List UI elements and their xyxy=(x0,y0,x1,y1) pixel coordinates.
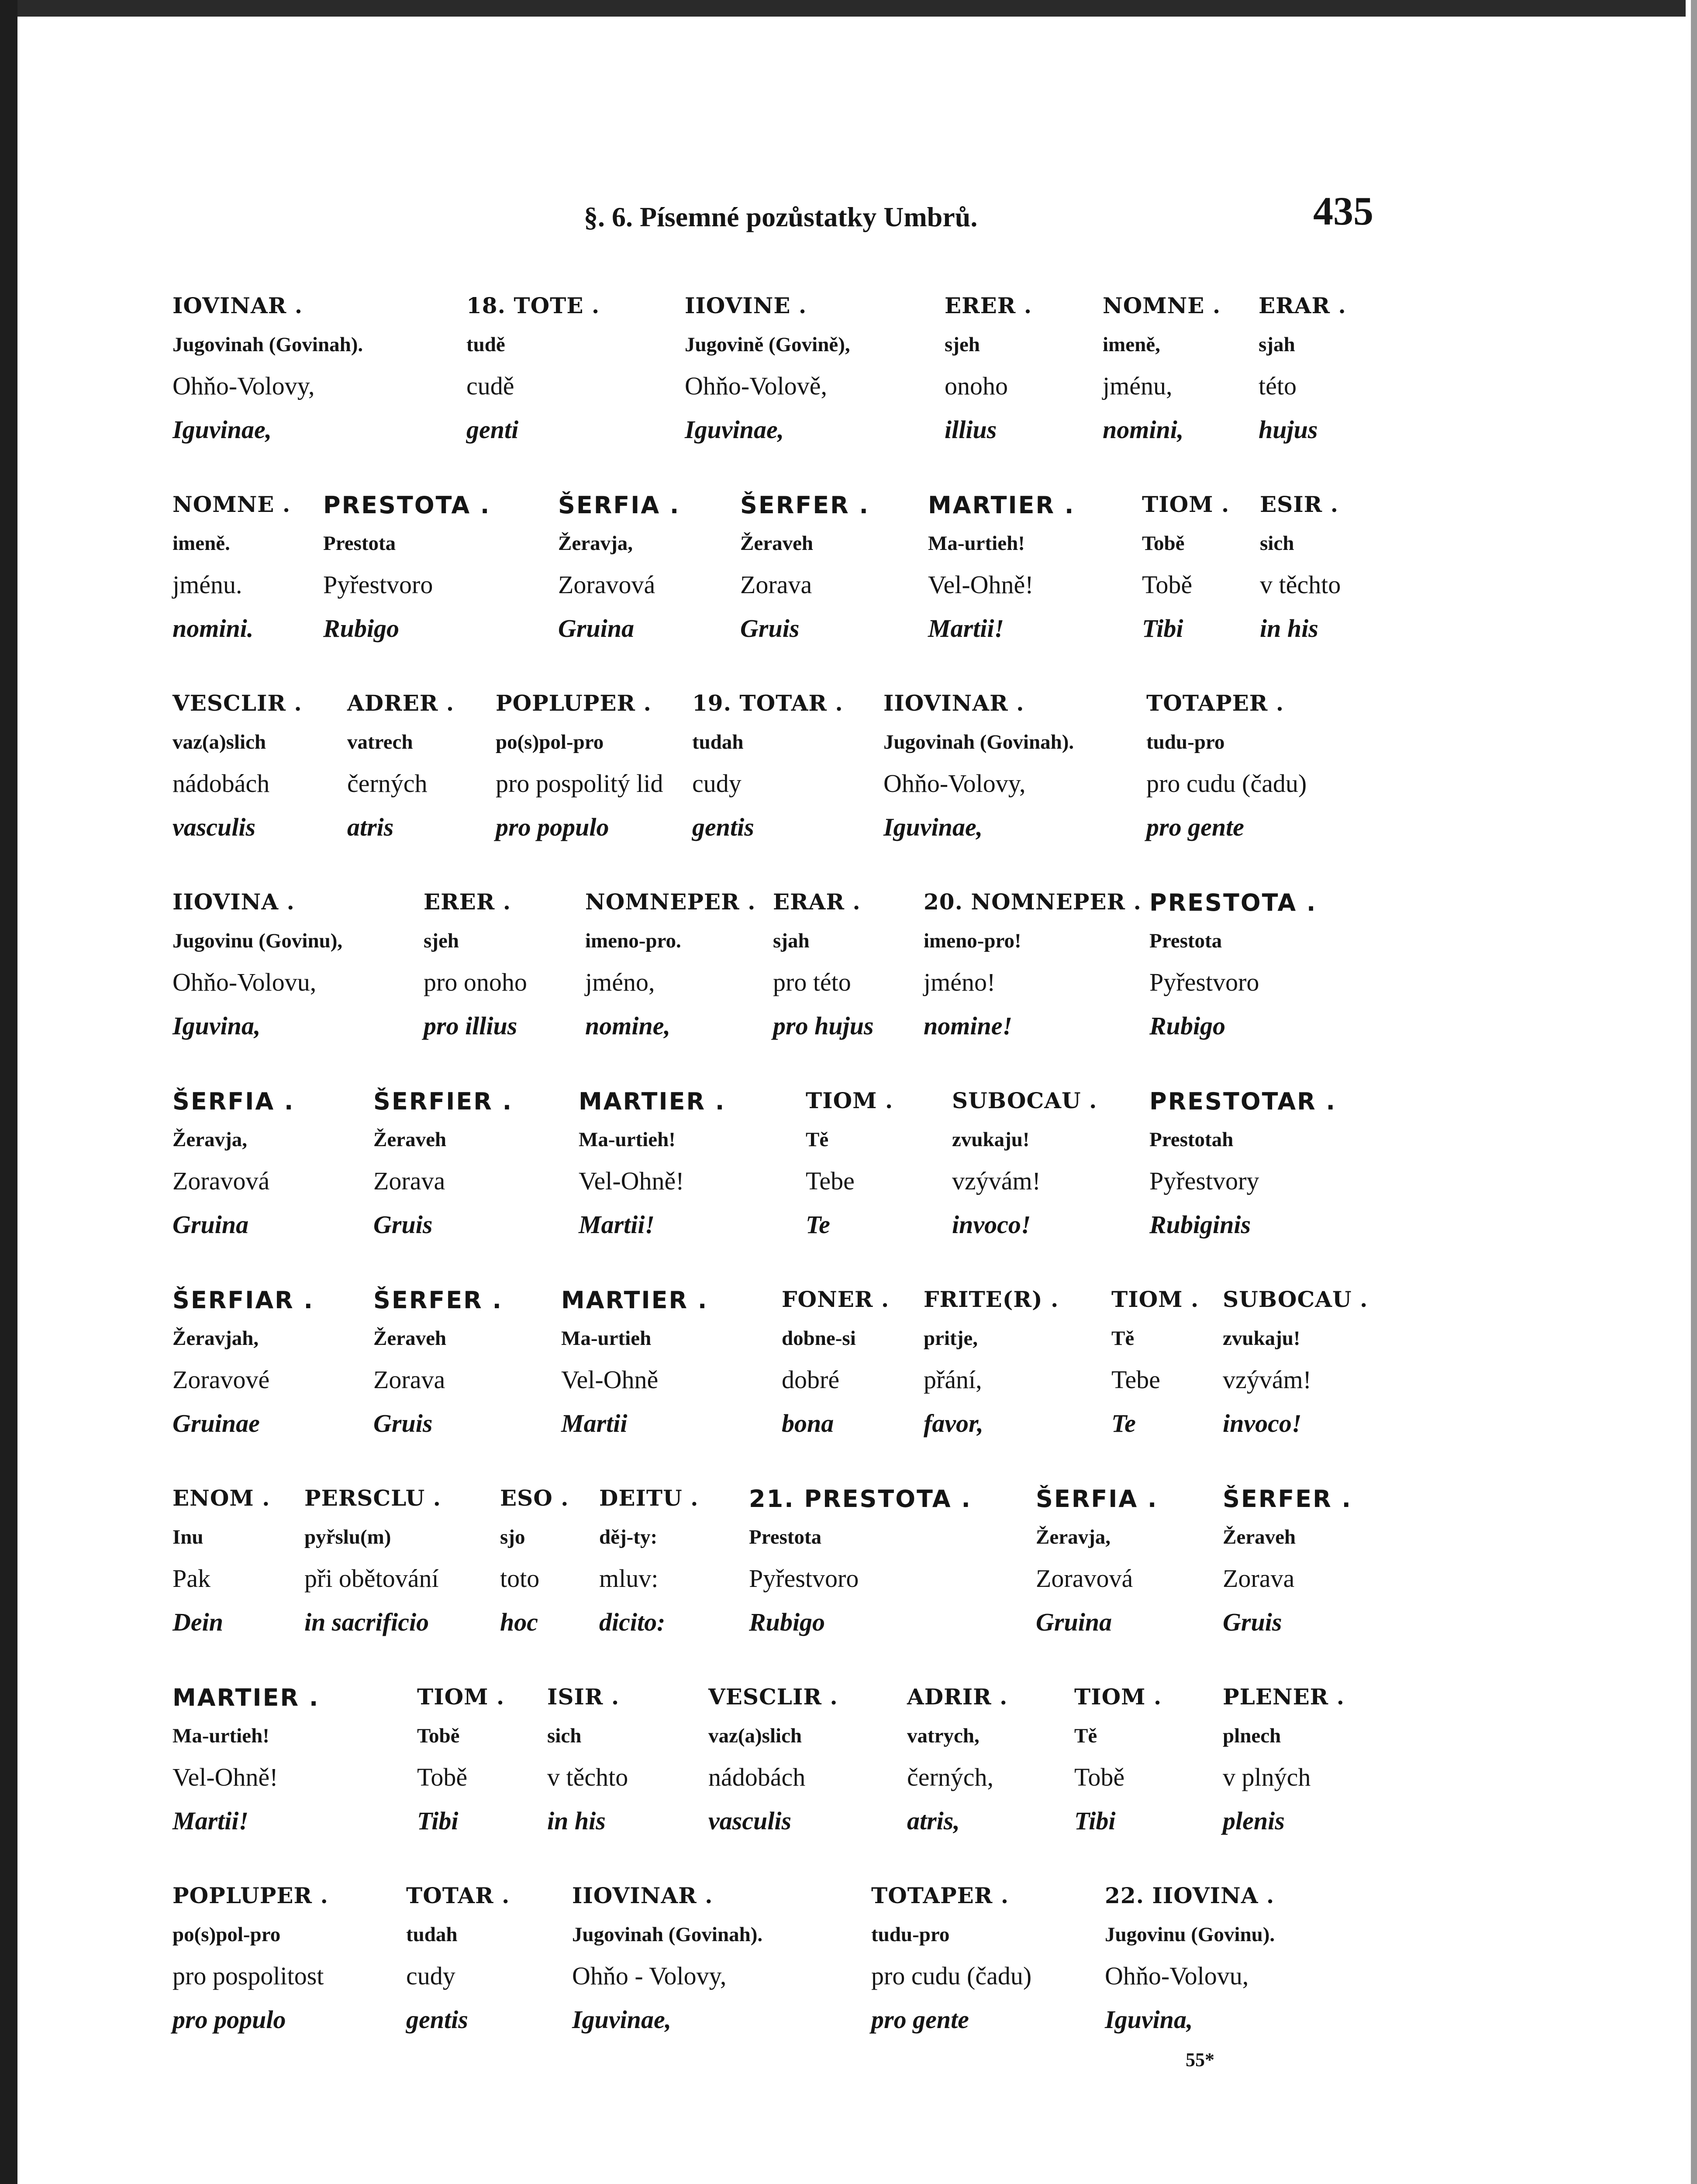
gloss-entry xyxy=(172,1286,314,1452)
czech-translation: této xyxy=(1259,372,1297,400)
old-slavic-gloss: pritje, xyxy=(924,1327,978,1350)
old-slavic-gloss: imeno-pro. xyxy=(585,930,681,952)
czech-translation: Vel-Ohně! xyxy=(928,570,1034,599)
old-slavic-gloss: Žeravja, xyxy=(172,1128,247,1151)
umbrian-word: ESO . xyxy=(500,1485,569,1511)
czech-translation: Zorava xyxy=(740,570,812,599)
latin-translation: Gruis xyxy=(740,614,800,643)
umbrian-word: 21. PRESTOTA . xyxy=(749,1485,972,1513)
czech-translation: Ohňo-Volovy, xyxy=(883,769,1026,798)
umbrian-word: PRESTOTAR . xyxy=(1149,1088,1337,1115)
gloss-entry xyxy=(806,1088,893,1254)
gloss-entry xyxy=(347,690,454,856)
latin-translation: pro populo xyxy=(172,2005,286,2034)
gloss-entry xyxy=(1074,1684,1162,1850)
czech-translation: vzývám! xyxy=(952,1167,1041,1195)
gloss-entry xyxy=(373,1286,503,1452)
old-slavic-gloss: po(s)pol-pro xyxy=(496,731,604,753)
latin-translation: invoco! xyxy=(952,1210,1031,1239)
gloss-entry xyxy=(585,889,756,1055)
old-slavic-gloss: Žeravja, xyxy=(558,532,633,555)
czech-translation: Ohňo-Volovy, xyxy=(172,372,315,400)
old-slavic-gloss: Jugovinu (Govinu), xyxy=(172,930,343,952)
umbrian-word: MARTIER . xyxy=(561,1286,708,1314)
gloss-entry xyxy=(466,293,600,459)
gloss-entry xyxy=(172,690,302,856)
czech-translation: Tebe xyxy=(1111,1365,1160,1394)
umbrian-word: ADRIR . xyxy=(907,1684,1008,1710)
czech-translation: Ohňo-Volovu, xyxy=(1105,1962,1249,1990)
gloss-entry xyxy=(1111,1286,1199,1452)
umbrian-word: SUBOCAU . xyxy=(1223,1286,1368,1312)
umbrian-word: TOTAPER . xyxy=(1146,690,1284,716)
umbrian-word: MARTIER . xyxy=(579,1088,726,1115)
czech-translation: Tobě xyxy=(1142,570,1193,599)
old-slavic-gloss: tudě xyxy=(466,333,505,356)
gloss-entry xyxy=(692,690,843,856)
gloss-entry xyxy=(782,1286,889,1452)
umbrian-word: ERER . xyxy=(424,889,511,915)
gloss-entry xyxy=(373,1088,513,1254)
czech-translation: jménu. xyxy=(172,570,242,599)
czech-translation: jméno, xyxy=(585,968,655,996)
gloss-entry xyxy=(1146,690,1307,856)
old-slavic-gloss: Tobě xyxy=(1142,532,1185,555)
umbrian-word: ŠERFIER . xyxy=(373,1088,513,1115)
old-slavic-gloss: Žeraveh xyxy=(740,532,814,555)
latin-translation: pro populo xyxy=(496,813,609,841)
czech-translation: Zorava xyxy=(373,1167,445,1195)
umbrian-word: POPLUPER . xyxy=(496,690,652,716)
gloss-entry xyxy=(685,293,850,459)
latin-translation: Gruina xyxy=(172,1210,249,1239)
old-slavic-gloss: Ma-urtieh! xyxy=(172,1724,269,1747)
gloss-entry xyxy=(883,690,1074,856)
gloss-entry xyxy=(599,1485,698,1651)
latin-translation: Gruinae xyxy=(172,1409,260,1438)
czech-translation: Pyřestvoro xyxy=(323,570,433,599)
gloss-entry xyxy=(172,293,363,459)
umbrian-word: FONER . xyxy=(782,1286,890,1312)
gloss-entry xyxy=(1149,889,1317,1055)
gloss-entry xyxy=(561,1286,708,1452)
czech-translation: cudy xyxy=(406,1962,455,1990)
umbrian-word: ESIR . xyxy=(1260,491,1338,517)
latin-translation: invoco! xyxy=(1223,1409,1302,1438)
umbrian-word: ERER . xyxy=(945,293,1032,318)
gloss-entry xyxy=(172,491,290,657)
gloss-entry xyxy=(1149,1088,1336,1254)
latin-translation: Martii! xyxy=(172,1807,249,1835)
umbrian-word: 22. IIOVINA . xyxy=(1105,1883,1275,1908)
umbrian-word: 19. TOTAR . xyxy=(692,690,843,716)
gloss-entry xyxy=(547,1684,628,1850)
gloss-entry xyxy=(172,1485,270,1651)
old-slavic-gloss: sjeh xyxy=(424,930,459,952)
latin-translation: plenis xyxy=(1223,1807,1285,1835)
latin-translation: hujus xyxy=(1259,415,1318,444)
umbrian-word: TIOM . xyxy=(806,1088,893,1113)
czech-translation: přání, xyxy=(924,1365,982,1394)
latin-translation: pro gente xyxy=(871,2005,969,2034)
gloss-entry xyxy=(172,1883,328,2049)
gloss-entry xyxy=(1103,293,1221,459)
old-slavic-gloss: Tě xyxy=(1111,1327,1135,1350)
old-slavic-gloss: Tě xyxy=(1074,1724,1097,1747)
old-slavic-gloss: tudu-pro xyxy=(871,1923,950,1946)
old-slavic-gloss: Žeravjah, xyxy=(172,1327,259,1350)
page-header xyxy=(172,188,1373,253)
czech-translation: Zoravová xyxy=(172,1167,270,1195)
latin-translation: nomini. xyxy=(172,614,254,643)
czech-translation: Zorava xyxy=(373,1365,445,1394)
latin-translation: Iguvinae, xyxy=(685,415,784,444)
czech-translation: cudy xyxy=(692,769,742,798)
umbrian-word: IIOVINAR . xyxy=(572,1883,713,1908)
latin-translation: Tibi xyxy=(1074,1807,1116,1835)
czech-translation: pro pospolitý lid xyxy=(496,769,663,798)
czech-translation: pro pospolitost xyxy=(172,1962,324,1990)
latin-translation: pro hujus xyxy=(773,1012,874,1040)
czech-translation: Zoravové xyxy=(172,1365,270,1394)
latin-translation: Martii xyxy=(561,1409,628,1438)
old-slavic-gloss: pyřslu(m) xyxy=(304,1526,391,1548)
umbrian-word: NOMNE . xyxy=(1103,293,1221,318)
old-slavic-gloss: Prestota xyxy=(749,1526,822,1548)
old-slavic-gloss: tudu-pro xyxy=(1146,731,1225,753)
latin-translation: Gruina xyxy=(1036,1608,1112,1636)
old-slavic-gloss: Ma-urtieh! xyxy=(928,532,1025,555)
latin-translation: in his xyxy=(547,1807,606,1835)
gloss-entry xyxy=(500,1485,569,1651)
latin-translation: atris xyxy=(347,813,394,841)
czech-translation: v těchto xyxy=(1260,570,1341,599)
latin-translation: Rubigo xyxy=(749,1608,825,1636)
gloss-entry xyxy=(1223,1286,1368,1452)
umbrian-word: SUBOCAU . xyxy=(952,1088,1097,1113)
latin-translation: nomine, xyxy=(585,1012,670,1040)
czech-translation: Vel-Ohně! xyxy=(172,1763,278,1791)
umbrian-word: TIOM . xyxy=(1074,1684,1162,1710)
old-slavic-gloss: po(s)pol-pro xyxy=(172,1923,281,1946)
gloss-entry xyxy=(558,491,680,657)
gloss-entry xyxy=(323,491,490,657)
czech-translation: Zoravová xyxy=(558,570,655,599)
czech-translation: Tobě xyxy=(417,1763,468,1791)
old-slavic-gloss: sich xyxy=(547,1724,582,1747)
old-slavic-gloss: vatrych, xyxy=(907,1724,980,1747)
latin-translation: Dein xyxy=(172,1608,223,1636)
czech-translation: pro této xyxy=(773,968,851,996)
latin-translation: gentis xyxy=(406,2005,468,2034)
latin-translation: Iguvinae, xyxy=(572,2005,672,2034)
gloss-entry xyxy=(749,1485,972,1651)
czech-translation: Ohňo-Volovu, xyxy=(172,968,317,996)
signature-mark: 55* xyxy=(1186,2049,1214,2070)
umbrian-word: TOTAR . xyxy=(406,1883,510,1908)
gloss-entry xyxy=(907,1684,1007,1850)
umbrian-word: 20. NOMNEPER . xyxy=(924,889,1142,915)
old-slavic-gloss: dobne-si xyxy=(782,1327,856,1350)
czech-translation: v těchto xyxy=(547,1763,628,1791)
gloss-entry xyxy=(928,491,1075,657)
czech-translation: pro cudu (čadu) xyxy=(871,1962,1032,1990)
latin-translation: Tibi xyxy=(417,1807,459,1835)
umbrian-word: PERSCLU . xyxy=(304,1485,441,1511)
latin-translation: favor, xyxy=(924,1409,983,1438)
scan-border-top xyxy=(13,0,1686,17)
latin-translation: Gruis xyxy=(1223,1608,1282,1636)
czech-translation: Tebe xyxy=(806,1167,855,1195)
old-slavic-gloss: sjo xyxy=(500,1526,525,1548)
latin-translation: gentis xyxy=(692,813,754,841)
old-slavic-gloss: vatrech xyxy=(347,731,413,753)
umbrian-word: ISIR . xyxy=(547,1684,620,1710)
gloss-entry xyxy=(740,491,869,657)
umbrian-word: VESCLIR . xyxy=(172,690,302,716)
czech-translation: Zoravová xyxy=(1036,1564,1133,1593)
czech-translation: Pak xyxy=(172,1564,210,1593)
latin-translation: Iguvinae, xyxy=(172,415,272,444)
czech-translation: černých xyxy=(347,769,428,798)
gloss-entry xyxy=(1223,1485,1352,1651)
old-slavic-gloss: sjah xyxy=(773,930,810,952)
latin-translation: bona xyxy=(782,1409,834,1438)
latin-translation: Te xyxy=(806,1210,830,1239)
czech-translation: černých, xyxy=(907,1763,994,1791)
czech-translation: při obětování xyxy=(304,1564,439,1593)
old-slavic-gloss: plnech xyxy=(1223,1724,1281,1747)
umbrian-word: ŠERFER . xyxy=(740,491,870,519)
latin-translation: atris, xyxy=(907,1807,960,1835)
umbrian-word: TIOM . xyxy=(417,1684,505,1710)
umbrian-word: DEITU . xyxy=(599,1485,699,1511)
czech-translation: toto xyxy=(500,1564,540,1593)
latin-translation: in his xyxy=(1260,614,1318,643)
latin-translation: Gruis xyxy=(373,1210,433,1239)
old-slavic-gloss: zvukaju! xyxy=(952,1128,1030,1151)
czech-translation: mluv: xyxy=(599,1564,659,1593)
old-slavic-gloss: děj-ty: xyxy=(599,1526,658,1548)
gloss-entry xyxy=(945,293,1032,459)
czech-translation: Zorava xyxy=(1223,1564,1295,1593)
old-slavic-gloss: Jugovinah (Govinah). xyxy=(883,731,1074,753)
latin-translation: nomini, xyxy=(1103,415,1184,444)
gloss-entry xyxy=(1260,491,1341,657)
gloss-entry xyxy=(1223,1684,1345,1850)
umbrian-word: PLENER . xyxy=(1223,1684,1345,1710)
old-slavic-gloss: Jugovinah (Govinah). xyxy=(572,1923,763,1946)
umbrian-word: IIOVINA . xyxy=(172,889,295,915)
czech-translation: pro onoho xyxy=(424,968,527,996)
gloss-entry xyxy=(773,889,874,1055)
czech-translation: nádobách xyxy=(708,1763,806,1791)
latin-translation: pro illius xyxy=(424,1012,517,1040)
latin-translation: in sacrificio xyxy=(304,1608,429,1636)
old-slavic-gloss: Ma-urtieh xyxy=(561,1327,652,1350)
old-slavic-gloss: zvukaju! xyxy=(1223,1327,1300,1350)
czech-translation: jméno! xyxy=(924,968,996,996)
old-slavic-gloss: Jugovinu (Govinu). xyxy=(1105,1923,1275,1946)
umbrian-word: NOMNEPER . xyxy=(585,889,756,915)
umbrian-word: FRITE(R) . xyxy=(924,1286,1059,1312)
latin-translation: Gruis xyxy=(373,1409,433,1438)
latin-translation: illius xyxy=(945,415,997,444)
gloss-entry xyxy=(496,690,663,856)
gloss-entry xyxy=(871,1883,1031,2049)
umbrian-word: ŠERFIA . xyxy=(558,491,680,519)
umbrian-word: PRESTOTA . xyxy=(1149,889,1317,916)
umbrian-word: TOTAPER . xyxy=(871,1883,1009,1908)
gloss-entry xyxy=(1105,1883,1275,2049)
umbrian-word: POPLUPER . xyxy=(172,1883,328,1908)
latin-translation: vasculis xyxy=(708,1807,792,1835)
latin-translation: Iguvina, xyxy=(172,1012,261,1040)
old-slavic-gloss: Inu xyxy=(172,1526,204,1548)
gloss-entry xyxy=(417,1684,504,1850)
scan-border-left xyxy=(0,0,17,2184)
czech-translation: Ohňo-Volově, xyxy=(685,372,827,400)
gloss-entry xyxy=(952,1088,1097,1254)
czech-translation: Pyřestvory xyxy=(1149,1167,1259,1195)
latin-translation: nomine! xyxy=(924,1012,1013,1040)
old-slavic-gloss: imeno-pro! xyxy=(924,930,1021,952)
gloss-entry xyxy=(579,1088,725,1254)
czech-translation: Ohňo - Volovy, xyxy=(572,1962,727,1990)
running-head: §. 6. Písemné pozůstatky Umbrů. xyxy=(584,201,978,232)
gloss-entry xyxy=(304,1485,441,1651)
czech-translation: nádobách xyxy=(172,769,270,798)
scan-border-right xyxy=(1691,0,1697,2184)
old-slavic-gloss: Žeraveh xyxy=(373,1327,447,1350)
umbrian-word: VESCLIR . xyxy=(708,1684,838,1710)
gloss-entry xyxy=(924,1286,1059,1452)
gloss-entry xyxy=(406,1883,510,2049)
czech-translation: cudě xyxy=(466,372,514,400)
umbrian-word: ŠERFIA . xyxy=(172,1088,295,1115)
umbrian-word: MARTIER . xyxy=(172,1684,320,1711)
gloss-entry xyxy=(924,889,1142,1055)
umbrian-word: ERAR . xyxy=(773,889,861,915)
old-slavic-gloss: vaz(a)slich xyxy=(708,1724,802,1747)
old-slavic-gloss: sjah xyxy=(1259,333,1295,356)
old-slavic-gloss: sich xyxy=(1260,532,1294,555)
old-slavic-gloss: tudah xyxy=(692,731,744,753)
umbrian-word: ERAR . xyxy=(1259,293,1346,318)
latin-translation: Rubigo xyxy=(1149,1012,1226,1040)
czech-translation: Vel-Ohně! xyxy=(579,1167,684,1195)
old-slavic-gloss: Ma-urtieh! xyxy=(579,1128,676,1151)
old-slavic-gloss: imeně. xyxy=(172,532,230,555)
czech-translation: Vel-Ohně xyxy=(561,1365,659,1394)
latin-translation: Iguvinae, xyxy=(883,813,983,841)
latin-translation: vasculis xyxy=(172,813,256,841)
umbrian-word: ŠERFIAR . xyxy=(172,1286,314,1314)
old-slavic-gloss: Prestota xyxy=(323,532,396,555)
gloss-entry xyxy=(172,1684,319,1850)
umbrian-word: IOVINAR . xyxy=(172,293,303,318)
czech-translation: dobré xyxy=(782,1365,840,1394)
umbrian-word: ŠERFIA . xyxy=(1036,1485,1158,1513)
latin-translation: Martii! xyxy=(579,1210,655,1239)
czech-translation: v plných xyxy=(1223,1763,1311,1791)
umbrian-word: MARTIER . xyxy=(928,491,1075,519)
latin-translation: Iguvina, xyxy=(1105,2005,1193,2034)
gloss-entry xyxy=(424,889,527,1055)
umbrian-word: TIOM . xyxy=(1111,1286,1199,1312)
umbrian-word: IIOVINAR . xyxy=(883,690,1024,716)
gloss-entry xyxy=(1036,1485,1158,1651)
czech-translation: Pyřestvoro xyxy=(1149,968,1259,996)
gloss-entry xyxy=(1259,293,1346,459)
umbrian-word: PRESTOTA . xyxy=(323,491,491,519)
gloss-entry xyxy=(172,1088,294,1254)
umbrian-word: TIOM . xyxy=(1142,491,1230,517)
czech-translation: pro cudu (čadu) xyxy=(1146,769,1307,798)
old-slavic-gloss: imeně, xyxy=(1103,333,1160,356)
gloss-entry xyxy=(572,1883,762,2049)
umbrian-word: 18. TOTE . xyxy=(466,293,600,318)
old-slavic-gloss: Žeraveh xyxy=(373,1128,447,1151)
old-slavic-gloss: Tě xyxy=(806,1128,829,1151)
old-slavic-gloss: sjeh xyxy=(945,333,980,356)
old-slavic-gloss: Jugovině (Govině), xyxy=(685,333,850,356)
czech-translation: jménu, xyxy=(1103,372,1173,400)
umbrian-word: IIOVINE . xyxy=(685,293,807,318)
old-slavic-gloss: Jugovinah (Govinah). xyxy=(172,333,363,356)
latin-translation: Martii! xyxy=(928,614,1004,643)
latin-translation: hoc xyxy=(500,1608,538,1636)
old-slavic-gloss: Žeraveh xyxy=(1223,1526,1296,1548)
latin-translation: dicito: xyxy=(599,1608,666,1636)
latin-translation: Gruina xyxy=(558,614,635,643)
page-number: 435 xyxy=(1313,189,1373,233)
old-slavic-gloss: Žeravja, xyxy=(1036,1526,1111,1548)
umbrian-word: NOMNE . xyxy=(172,491,291,517)
czech-translation: Tobě xyxy=(1074,1763,1125,1791)
umbrian-word: ŠERFER . xyxy=(1223,1485,1352,1513)
czech-translation: vzývám! xyxy=(1223,1365,1311,1394)
old-slavic-gloss: tudah xyxy=(406,1923,458,1946)
gloss-entry xyxy=(708,1684,838,1850)
latin-translation: genti xyxy=(466,415,519,444)
czech-translation: onoho xyxy=(945,372,1008,400)
umbrian-word: ENOM . xyxy=(172,1485,270,1511)
latin-translation: Te xyxy=(1111,1409,1136,1438)
umbrian-word: ADRER . xyxy=(347,690,455,716)
umbrian-word: ŠERFER . xyxy=(373,1286,503,1314)
latin-translation: Rubigo xyxy=(323,614,400,643)
latin-translation: pro gente xyxy=(1146,813,1244,841)
latin-translation: Tibi xyxy=(1142,614,1183,643)
gloss-entry xyxy=(172,889,342,1055)
czech-translation: Pyřestvoro xyxy=(749,1564,859,1593)
old-slavic-gloss: Prestota xyxy=(1149,930,1222,952)
old-slavic-gloss: vaz(a)slich xyxy=(172,731,266,753)
latin-translation: Rubiginis xyxy=(1149,1210,1251,1239)
gloss-entry xyxy=(1142,491,1229,657)
old-slavic-gloss: Prestotah xyxy=(1149,1128,1234,1151)
old-slavic-gloss: Tobě xyxy=(417,1724,460,1747)
